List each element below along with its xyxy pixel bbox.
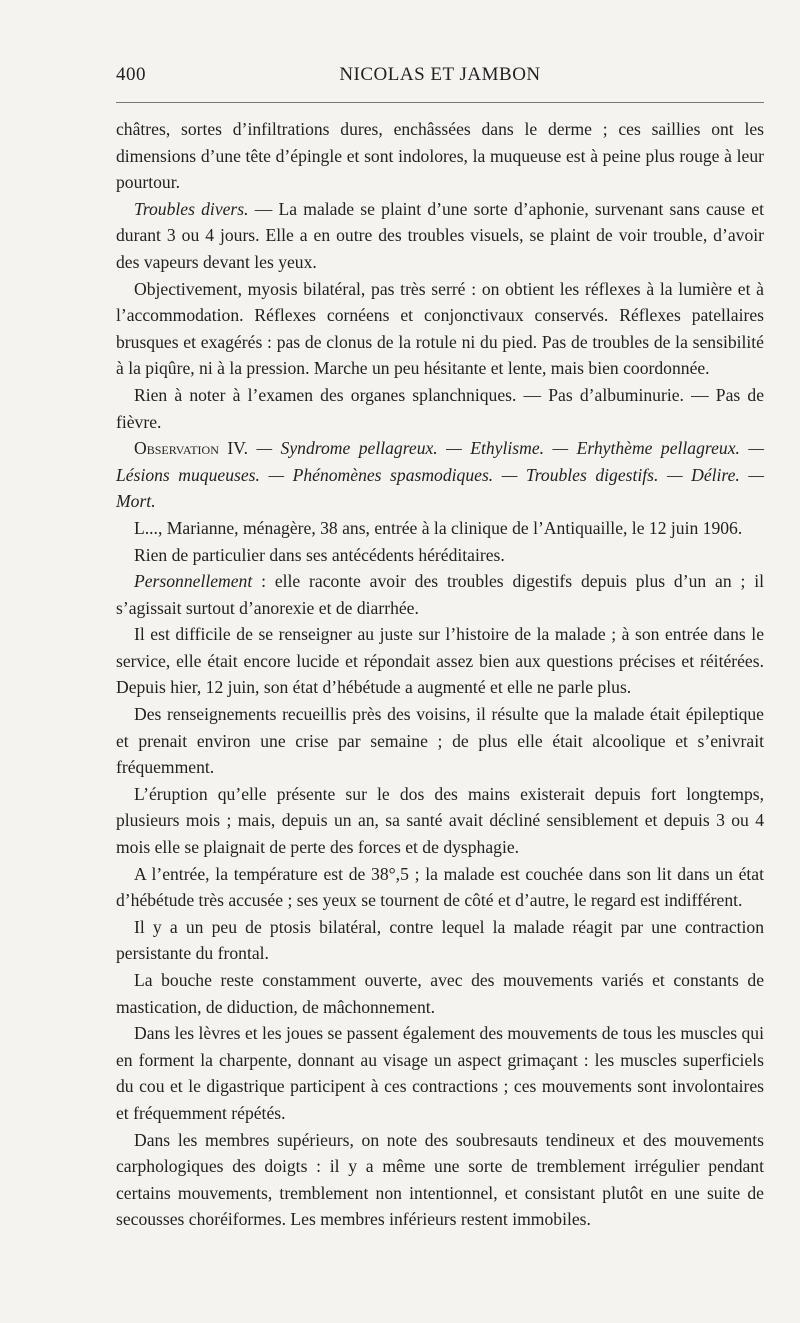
- paragraph: Troubles divers. — La malade se plaint d’une sorte d’aphonie, survenant sans cause et durant 3 ou 4 jours. Elle a en outre des troubles visuels, se plaint de voir trouble, d’avoir des vapeurs devant les yeux.: [116, 198, 764, 272]
- paragraph: Personnellement : elle raconte avoir des troubles digestifs depuis plus d’un an ; il s’agissait surtout d’anorexie et de diarrhée.: [116, 571, 764, 618]
- paragraph: Objectivement, myosis bilatéral, pas très serré : on obtient les réflexes à la lumière et à l’accommodation. Réflexes cornéens et conjonctivaux conservés. Réflexes patellaires brusques et exagérés : pas de clonus de la rotule ni du pied. Pas de troubles de la sensibilité à la piqûre, ni à la pression. Marche un peu hésitante et lente, mais bien coordonnée.: [116, 278, 764, 379]
- page-number: 400: [116, 64, 146, 85]
- section-heading: Troubles divers.: [134, 198, 249, 219]
- paragraph: La bouche reste constamment ouverte, avec des mouvements variés et constants de mastication, de diduction, de mâchonnement.: [116, 970, 764, 1017]
- paragraph: Il y a un peu de ptosis bilatéral, contre lequel la malade réagit par une contraction persistante du frontal.: [116, 916, 764, 964]
- paragraph: A l’entrée, la température est de 38°,5 ; la malade est couchée dans son lit dans un état d’hébétude très accusée ; ses yeux se tournent de côté et d’autre, le regard est indifférent.: [116, 863, 764, 911]
- observation-label: Observation IV.: [134, 438, 249, 459]
- paragraph: L’éruption qu’elle présente sur le dos des mains existerait depuis fort longtemps, plusieurs mois ; mais, depuis un an, sa santé avait décliné sensiblement et depuis 3 ou 4 mois elle se plaignait de perte des forces et de dysphagie.: [116, 783, 764, 858]
- page-header: [116, 64, 764, 92]
- paragraph: Dans les lèvres et les joues se passent également des mouvements de tous les muscles qui en forment la charpente, donnant au visage un aspect grimaçant : les muscles superficiels du cou et le digastrique participent à ces contractions ; ces mouvements sont involontaires et fréquemment répétés.: [116, 1023, 764, 1123]
- running-title: NICOLAS ET JAMBON: [339, 64, 541, 85]
- paragraph: Des renseignements recueillis près des voisins, il résulte que la malade était épileptique et prenait environ une crise par semaine ; de plus elle était alcoolique et s’enivrait fréquemment.: [116, 704, 764, 778]
- inline-heading: Personnellement: [134, 571, 253, 592]
- paragraph: châtres, sortes d’infiltrations dures, enchâssées dans le derme ; ces saillies ont les dimensions d’une tête d’épingle et sont indolores, la muqueuse est à peine plus rouge à leur pourtour.: [116, 119, 764, 193]
- body-text: [116, 116, 764, 1233]
- observation-heading: Observation IV. — Syndrome pellagreux. — Ethylisme. — Erhythème pellagreux. — Lésions muqueuses. — Phénomènes spasmodiques. — Troubles digestifs. — Délire. — Mort.: [116, 438, 764, 512]
- header-rule: [116, 102, 764, 103]
- paragraph: L..., Marianne, ménagère, 38 ans, entrée à la clinique de l’Antiquaille, le 12 juin 1906.: [134, 517, 743, 538]
- paragraph: Il est difficile de se renseigner au juste sur l’histoire de la malade ; à son entrée dans le service, elle était encore lucide et répondait assez bien aux questions précises et réitérées. Depuis hier, 12 juin, son état d’hébétude a augmenté et elle ne parle plus.: [116, 624, 764, 698]
- paragraph: Rien de particulier dans ses antécédents héréditaires.: [134, 544, 505, 565]
- paragraph: Dans les membres supérieurs, on note des soubresauts tendineux et des mouvements carphologiques des doigts : il y a même une sorte de tremblement irrégulier pendant certains mouvements, tremblement non intentionnel, et consistant plutôt en une suite de secousses choréiformes. Les membres inférieurs restent immobiles.: [116, 1129, 764, 1230]
- paragraph: Rien à noter à l’examen des organes splanchniques. — Pas d’albuminurie. — Pas de fièvre.: [116, 384, 764, 432]
